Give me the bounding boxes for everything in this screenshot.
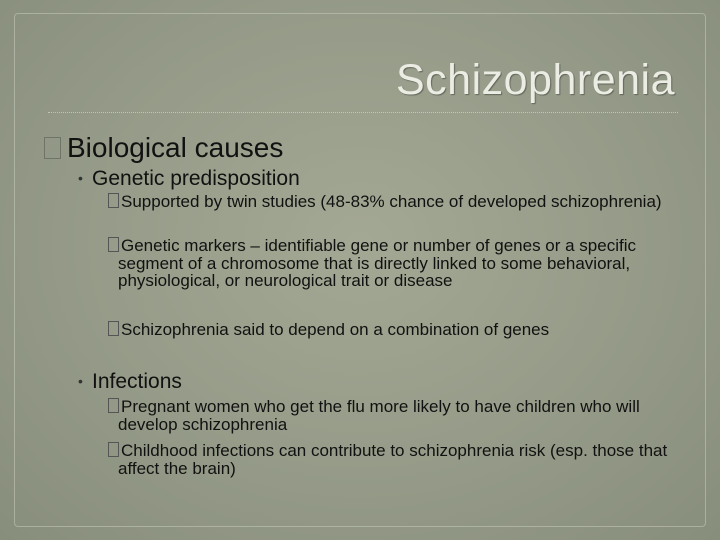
bullet-square-icon: [108, 442, 119, 457]
list-item: [116, 398, 703, 433]
list-item-text: Childhood infections can contribute to schizophrenia risk (esp. those that affect the brain): [118, 441, 668, 478]
bullet-box-icon: [44, 137, 61, 159]
list-item-text: Genetic markers – identifiable gene or number of genes or a specific segment of a chromosome that is directly linked to some behavioral, physiological, or neurological trait or disease: [118, 236, 636, 290]
bullet-square-icon: [108, 237, 119, 252]
section-genetic: [78, 166, 300, 191]
bullet-dot-icon: •: [78, 170, 83, 186]
list-item-text: Pregnant women who get the flu more likely to have children who will develop schizophrenia: [118, 397, 640, 434]
slide-title: Schizophrenia: [395, 56, 675, 104]
list-item-text: Schizophrenia said to depend on a combination of genes: [121, 320, 550, 339]
list-item: [116, 237, 703, 290]
main-heading-text: Biological causes: [67, 132, 284, 163]
section-label: Infections: [92, 370, 182, 393]
main-heading: [44, 132, 283, 164]
list-item-text: Supported by twin studies (48-83% chance of developed schizophrenia): [121, 192, 662, 211]
list-item: [116, 442, 703, 477]
list-item: [116, 321, 703, 339]
section-label: Genetic predisposition: [92, 167, 300, 190]
title-divider: [48, 112, 678, 113]
section-infections: [78, 369, 182, 394]
bullet-square-icon: [108, 193, 119, 208]
bullet-square-icon: [108, 321, 119, 336]
bullet-square-icon: [108, 398, 119, 413]
list-item: [116, 193, 703, 211]
bullet-dot-icon: •: [78, 373, 83, 389]
